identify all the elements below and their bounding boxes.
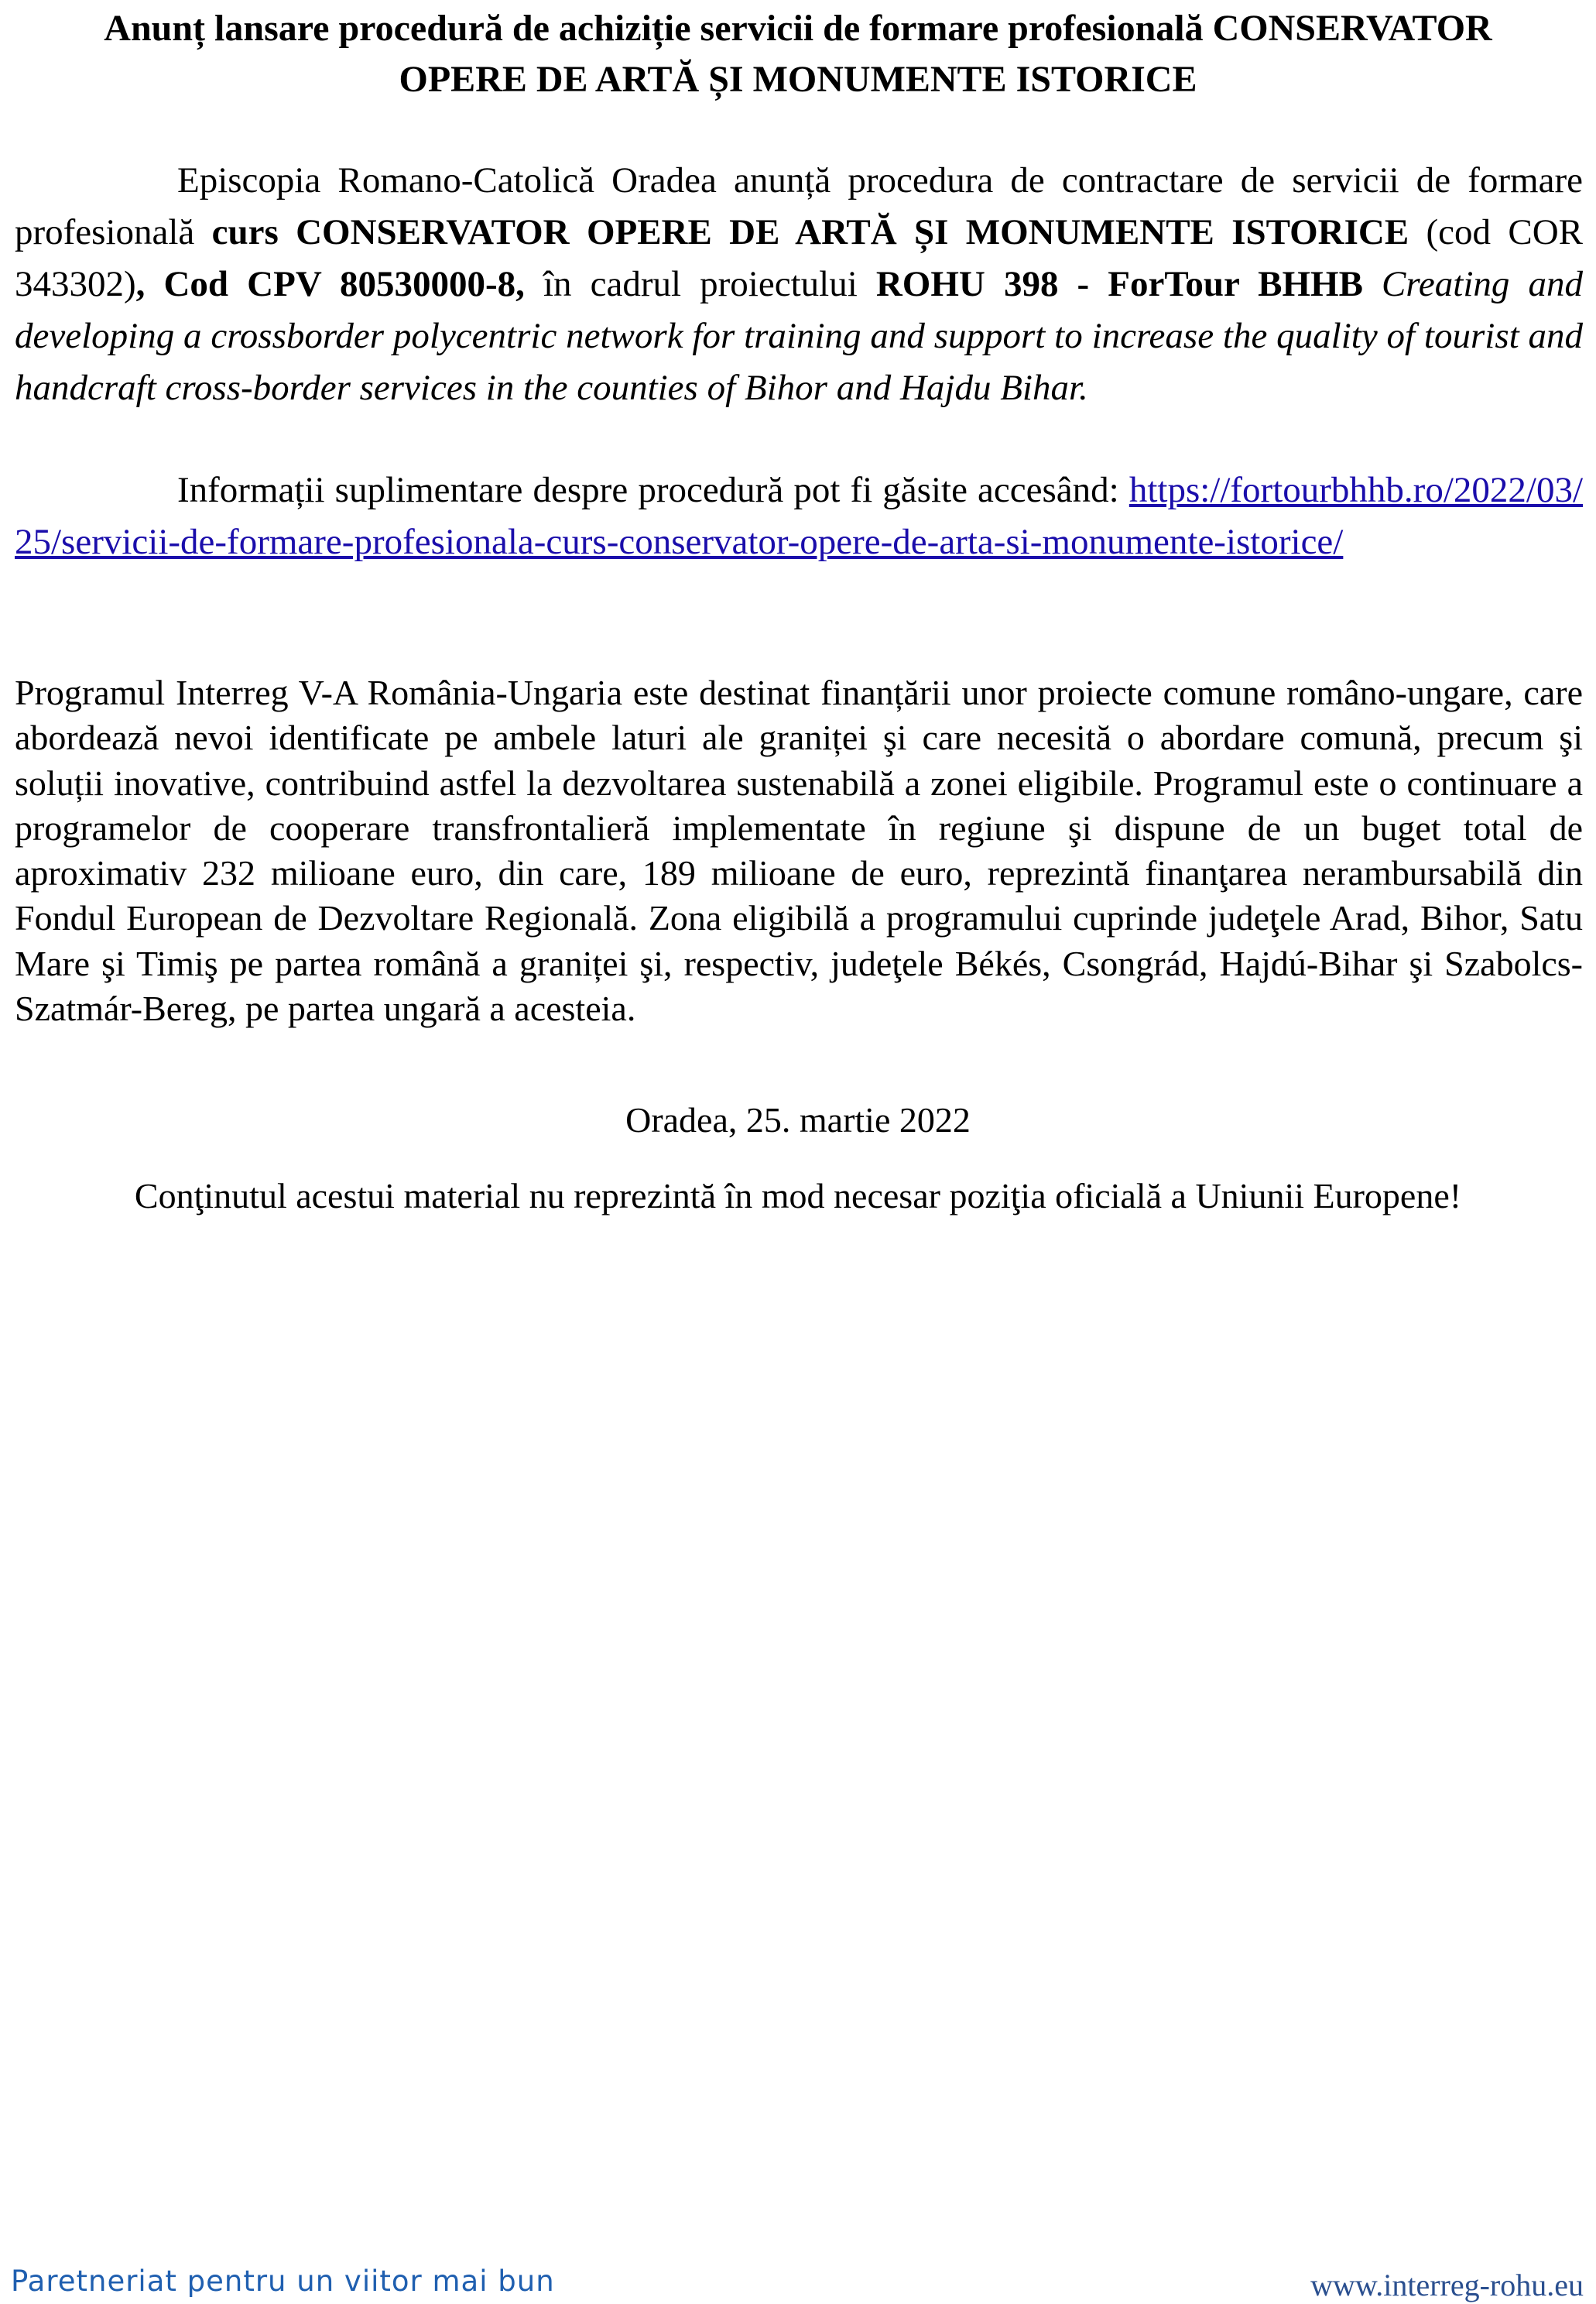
procedure-link[interactable]: https://fortourbhhb.ro/2022/03/25/servicii-de-formare-profesionala-curs-conservator-opere-de-arta-si-monumente-istorice/ — [15, 470, 1583, 562]
footer-website[interactable]: www.interreg-rohu.eu — [1310, 2268, 1584, 2302]
program-paragraph: Programul Interreg V-A România-Ungaria este destinat finanțării unor proiecte comune româno-ungare, care abordează nevoi identificate pe ambele laturi ale graniței şi care necesită o abordare comună, precum şi soluții inovative, contribuind astfel la dezvoltarea sustenabilă a zonei eligibile. Programul este o continuare a programelor de cooperare transfrontalieră implementate în regiune şi dispune de un buget total de aproximativ 232 milioane euro, din care, 189 milioane de euro, reprezintă finanţarea nerambursabilă din Fondul European de Dezvoltare Regională. Zona eligibilă a programului cuprinde judeţele Arad, Bihor, Satu Mare şi Timiş pe partea română a graniței şi, respectiv, judeţele Békés, Csongrád, Hajdú-Bihar şi Szabolcs-Szatmár-Bereg, pe partea ungară a acesteia. — [15, 673, 1583, 1029]
cor-code: (cod COR 343302) — [15, 212, 1583, 304]
info-paragraph — [15, 465, 1583, 568]
footer-slogan: Paretneriat pentru un viitor mai bun — [11, 2265, 555, 2298]
intro-paragraph — [15, 155, 1583, 414]
project-description: Creating and developing a crossborder polycentric network for training and support to increase the quality of tourist and handcraft cross-border services in the counties of Bihor and Hajdu Bihar. — [15, 264, 1583, 408]
cpv-code: , Cod CPV 80530000-8, — [135, 264, 525, 304]
eu-disclaimer: Conţinutul acestui material nu reprezintă în mod necesar poziţia oficială a Uniunii Europene! — [134, 1176, 1462, 1215]
project-text: în cadrul proiectului — [524, 264, 876, 304]
course-name: curs CONSERVATOR OPERE DE ARTĂ ȘI MONUMENTE ISTORICE — [211, 212, 1409, 252]
project-code: ROHU 398 - ForTour BHHB — [875, 264, 1363, 304]
document-date: Oradea, 25. martie 2022 — [625, 1100, 971, 1140]
info-text: Informații suplimentare despre procedură pot fi găsite accesând: — [177, 470, 1129, 510]
intro-text: Episcopia Romano-Catolică Oradea anunță procedura de contractare de servicii de formare profesională — [15, 160, 1583, 252]
document-title: Anunț lansare procedură de achiziție servicii de formare profesională CONSERVATOR OPERE DE ARTĂ ȘI MONUMENTE ISTORICE — [104, 8, 1492, 100]
